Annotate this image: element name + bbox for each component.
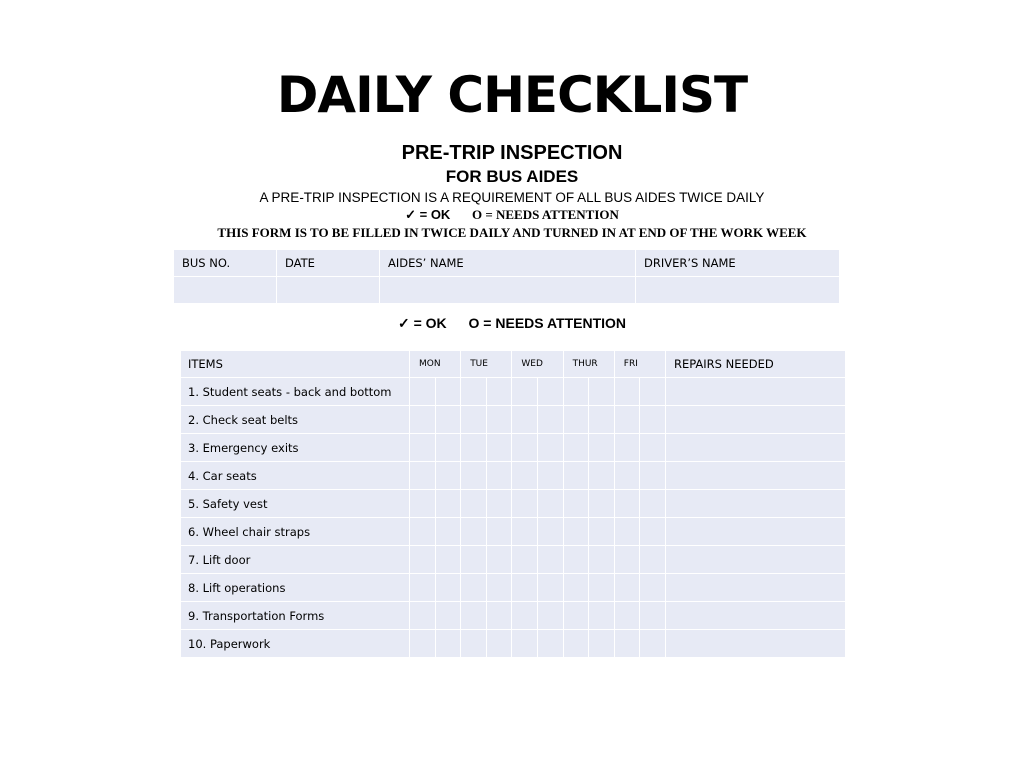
form-notice: THIS FORM IS TO BE FILLED IN TWICE DAILY AND TURNED IN AT END OF THE WORK WEEK — [217, 225, 807, 240]
check-cell-thur-am[interactable] — [563, 378, 589, 406]
check-cell-fri-pm[interactable] — [640, 378, 666, 406]
aides-name-header: AIDES’ NAME — [380, 250, 636, 277]
check-cell-mon-pm[interactable] — [435, 490, 461, 518]
check-cell-tue-am[interactable] — [461, 574, 487, 602]
check-cell-wed-am[interactable] — [512, 518, 538, 546]
legend-attention-text: O = NEEDS ATTENTION — [468, 315, 627, 331]
day-header-fri: FRI — [614, 351, 665, 378]
check-cell-tue-am[interactable] — [461, 434, 487, 462]
check-cell-fri-am[interactable] — [614, 434, 640, 462]
check-cell-wed-am[interactable] — [512, 546, 538, 574]
check-cell-tue-am[interactable] — [461, 630, 487, 658]
check-cell-thur-pm[interactable] — [589, 546, 615, 574]
repairs-needed-cell[interactable] — [665, 462, 845, 490]
page-title: DAILY CHECKLIST — [276, 66, 748, 124]
check-cell-wed-pm[interactable] — [537, 518, 563, 546]
check-cell-fri-am[interactable] — [614, 518, 640, 546]
check-cell-thur-pm[interactable] — [589, 630, 615, 658]
check-cell-thur-pm[interactable] — [589, 602, 615, 630]
checklist-item-label: 9. Transportation Forms — [181, 602, 410, 630]
items-header: ITEMS — [181, 351, 410, 378]
check-cell-fri-pm[interactable] — [640, 630, 666, 658]
check-cell-tue-pm[interactable] — [486, 574, 512, 602]
repairs-needed-cell[interactable] — [665, 602, 845, 630]
check-cell-wed-am[interactable] — [512, 574, 538, 602]
check-cell-wed-pm[interactable] — [537, 462, 563, 490]
check-cell-wed-pm[interactable] — [537, 434, 563, 462]
check-cell-thur-pm[interactable] — [589, 574, 615, 602]
check-cell-mon-pm[interactable] — [435, 546, 461, 574]
check-cell-thur-pm[interactable] — [589, 406, 615, 434]
check-cell-mon-pm[interactable] — [435, 434, 461, 462]
drivers-name-field[interactable] — [636, 277, 840, 304]
check-cell-wed-pm[interactable] — [537, 406, 563, 434]
check-cell-thur-pm[interactable] — [589, 490, 615, 518]
repairs-needed-cell[interactable] — [665, 434, 845, 462]
drivers-name-header: DRIVER’S NAME — [636, 250, 840, 277]
check-cell-thur-am[interactable] — [563, 602, 589, 630]
repairs-needed-cell[interactable] — [665, 630, 845, 658]
check-cell-tue-pm[interactable] — [486, 602, 512, 630]
check-cell-wed-pm[interactable] — [537, 630, 563, 658]
table-row — [181, 406, 846, 434]
check-cell-fri-am[interactable] — [614, 574, 640, 602]
repairs-needed-cell[interactable] — [665, 574, 845, 602]
table-row — [181, 546, 846, 574]
check-cell-tue-pm[interactable] — [486, 630, 512, 658]
check-cell-wed-am[interactable] — [512, 406, 538, 434]
check-cell-mon-am[interactable] — [410, 574, 436, 602]
check-cell-wed-pm[interactable] — [537, 490, 563, 518]
check-cell-tue-am[interactable] — [461, 602, 487, 630]
day-header-tue: TUE — [461, 351, 512, 378]
check-cell-tue-am[interactable] — [461, 518, 487, 546]
info-entry-row — [174, 277, 840, 304]
checkmark-icon: ✓ — [405, 207, 416, 222]
check-cell-mon-am[interactable] — [410, 406, 436, 434]
check-cell-tue-pm[interactable] — [486, 518, 512, 546]
date-header: DATE — [277, 250, 380, 277]
checklist-item-label: 5. Safety vest — [181, 490, 410, 518]
check-cell-wed-pm[interactable] — [537, 574, 563, 602]
check-cell-mon-pm[interactable] — [435, 630, 461, 658]
check-cell-thur-am[interactable] — [563, 546, 589, 574]
legend-middle — [0, 314, 1024, 332]
checklist-item-label: 2. Check seat belts — [181, 406, 410, 434]
check-cell-tue-am[interactable] — [461, 490, 487, 518]
day-header-thur: THUR — [563, 351, 614, 378]
table-row — [181, 574, 846, 602]
check-cell-tue-am[interactable] — [461, 462, 487, 490]
check-cell-mon-pm[interactable] — [435, 378, 461, 406]
check-cell-wed-pm[interactable] — [537, 378, 563, 406]
subtitle: PRE-TRIP INSPECTION — [401, 142, 623, 164]
check-cell-mon-pm[interactable] — [435, 406, 461, 434]
check-cell-thur-am[interactable] — [563, 406, 589, 434]
check-cell-tue-am[interactable] — [461, 378, 487, 406]
check-cell-fri-am[interactable] — [614, 378, 640, 406]
table-row — [181, 630, 846, 658]
check-cell-fri-pm[interactable] — [640, 434, 666, 462]
check-cell-fri-pm[interactable] — [640, 406, 666, 434]
check-cell-mon-pm[interactable] — [435, 462, 461, 490]
check-cell-wed-am[interactable] — [512, 434, 538, 462]
check-cell-mon-am[interactable] — [410, 434, 436, 462]
check-cell-wed-am[interactable] — [512, 462, 538, 490]
check-cell-thur-am[interactable] — [563, 462, 589, 490]
check-cell-fri-pm[interactable] — [640, 518, 666, 546]
table-row — [181, 462, 846, 490]
aides-name-field[interactable] — [380, 277, 636, 304]
check-cell-fri-am[interactable] — [614, 630, 640, 658]
repairs-needed-cell[interactable] — [665, 518, 845, 546]
check-cell-fri-am[interactable] — [614, 406, 640, 434]
check-cell-fri-am[interactable] — [614, 490, 640, 518]
check-cell-wed-am[interactable] — [512, 378, 538, 406]
check-cell-mon-pm[interactable] — [435, 574, 461, 602]
check-cell-wed-am[interactable] — [512, 630, 538, 658]
check-cell-thur-am[interactable] — [563, 630, 589, 658]
check-cell-tue-pm[interactable] — [486, 434, 512, 462]
check-cell-mon-am[interactable] — [410, 630, 436, 658]
checklist-header-row — [181, 351, 846, 378]
check-cell-mon-pm[interactable] — [435, 602, 461, 630]
checklist-item-label: 3. Emergency exits — [181, 434, 410, 462]
check-cell-wed-am[interactable] — [512, 490, 538, 518]
checklist-item-label: 8. Lift operations — [181, 574, 410, 602]
check-cell-thur-am[interactable] — [563, 518, 589, 546]
check-cell-thur-pm[interactable] — [589, 518, 615, 546]
check-cell-thur-pm[interactable] — [589, 378, 615, 406]
check-cell-tue-pm[interactable] — [486, 406, 512, 434]
table-row — [181, 518, 846, 546]
legend-attention-text: O = NEEDS ATTENTION — [471, 207, 619, 222]
check-cell-mon-am[interactable] — [410, 546, 436, 574]
check-cell-thur-am[interactable] — [563, 490, 589, 518]
check-cell-fri-pm[interactable] — [640, 574, 666, 602]
requirement-text: A PRE-TRIP INSPECTION IS A REQUIREMENT OF ALL BUS AIDES TWICE DAILY — [259, 190, 765, 205]
check-cell-mon-pm[interactable] — [435, 518, 461, 546]
check-cell-mon-am[interactable] — [410, 518, 436, 546]
date-field[interactable] — [277, 277, 380, 304]
check-cell-fri-pm[interactable] — [640, 462, 666, 490]
check-cell-tue-pm[interactable] — [486, 378, 512, 406]
checklist-table — [180, 350, 846, 658]
bus-no-field[interactable] — [174, 277, 277, 304]
checklist-item-label: 6. Wheel chair straps — [181, 518, 410, 546]
check-cell-mon-am[interactable] — [410, 490, 436, 518]
table-row — [181, 378, 846, 406]
info-header-row — [174, 250, 840, 277]
check-cell-wed-pm[interactable] — [537, 546, 563, 574]
check-cell-thur-pm[interactable] — [589, 434, 615, 462]
table-row — [181, 490, 846, 518]
legend-ok-text: = OK — [419, 207, 451, 222]
repairs-needed-cell[interactable] — [665, 546, 845, 574]
check-cell-thur-pm[interactable] — [589, 462, 615, 490]
check-cell-tue-am[interactable] — [461, 546, 487, 574]
check-cell-wed-am[interactable] — [512, 602, 538, 630]
checklist-item-label: 10. Paperwork — [181, 630, 410, 658]
checklist-item-label: 7. Lift door — [181, 546, 410, 574]
check-cell-tue-pm[interactable] — [486, 490, 512, 518]
checklist-item-label: 4. Car seats — [181, 462, 410, 490]
check-cell-fri-pm[interactable] — [640, 602, 666, 630]
check-cell-fri-am[interactable] — [614, 462, 640, 490]
check-cell-thur-am[interactable] — [563, 434, 589, 462]
check-cell-fri-am[interactable] — [614, 546, 640, 574]
day-header-mon: MON — [410, 351, 461, 378]
check-cell-tue-am[interactable] — [461, 406, 487, 434]
check-cell-tue-pm[interactable] — [486, 462, 512, 490]
repairs-needed-header: REPAIRS NEEDED — [665, 351, 845, 378]
legend-top — [0, 207, 1024, 223]
checklist-item-label: 1. Student seats - back and bottom — [181, 378, 410, 406]
check-cell-mon-am[interactable] — [410, 462, 436, 490]
info-table — [173, 249, 840, 304]
table-row — [181, 602, 846, 630]
check-cell-mon-am[interactable] — [410, 602, 436, 630]
bus-no-header: BUS NO. — [174, 250, 277, 277]
table-row — [181, 434, 846, 462]
check-cell-tue-pm[interactable] — [486, 546, 512, 574]
repairs-needed-cell[interactable] — [665, 378, 845, 406]
subtitle-secondary: FOR BUS AIDES — [445, 167, 579, 186]
repairs-needed-cell[interactable] — [665, 490, 845, 518]
check-cell-mon-am[interactable] — [410, 378, 436, 406]
check-cell-fri-pm[interactable] — [640, 546, 666, 574]
check-cell-fri-am[interactable] — [614, 602, 640, 630]
day-header-wed: WED — [512, 351, 563, 378]
check-cell-wed-pm[interactable] — [537, 602, 563, 630]
repairs-needed-cell[interactable] — [665, 406, 845, 434]
check-cell-thur-am[interactable] — [563, 574, 589, 602]
checkmark-icon: ✓ — [397, 315, 410, 331]
legend-ok-text: = OK — [413, 315, 447, 331]
check-cell-fri-pm[interactable] — [640, 490, 666, 518]
